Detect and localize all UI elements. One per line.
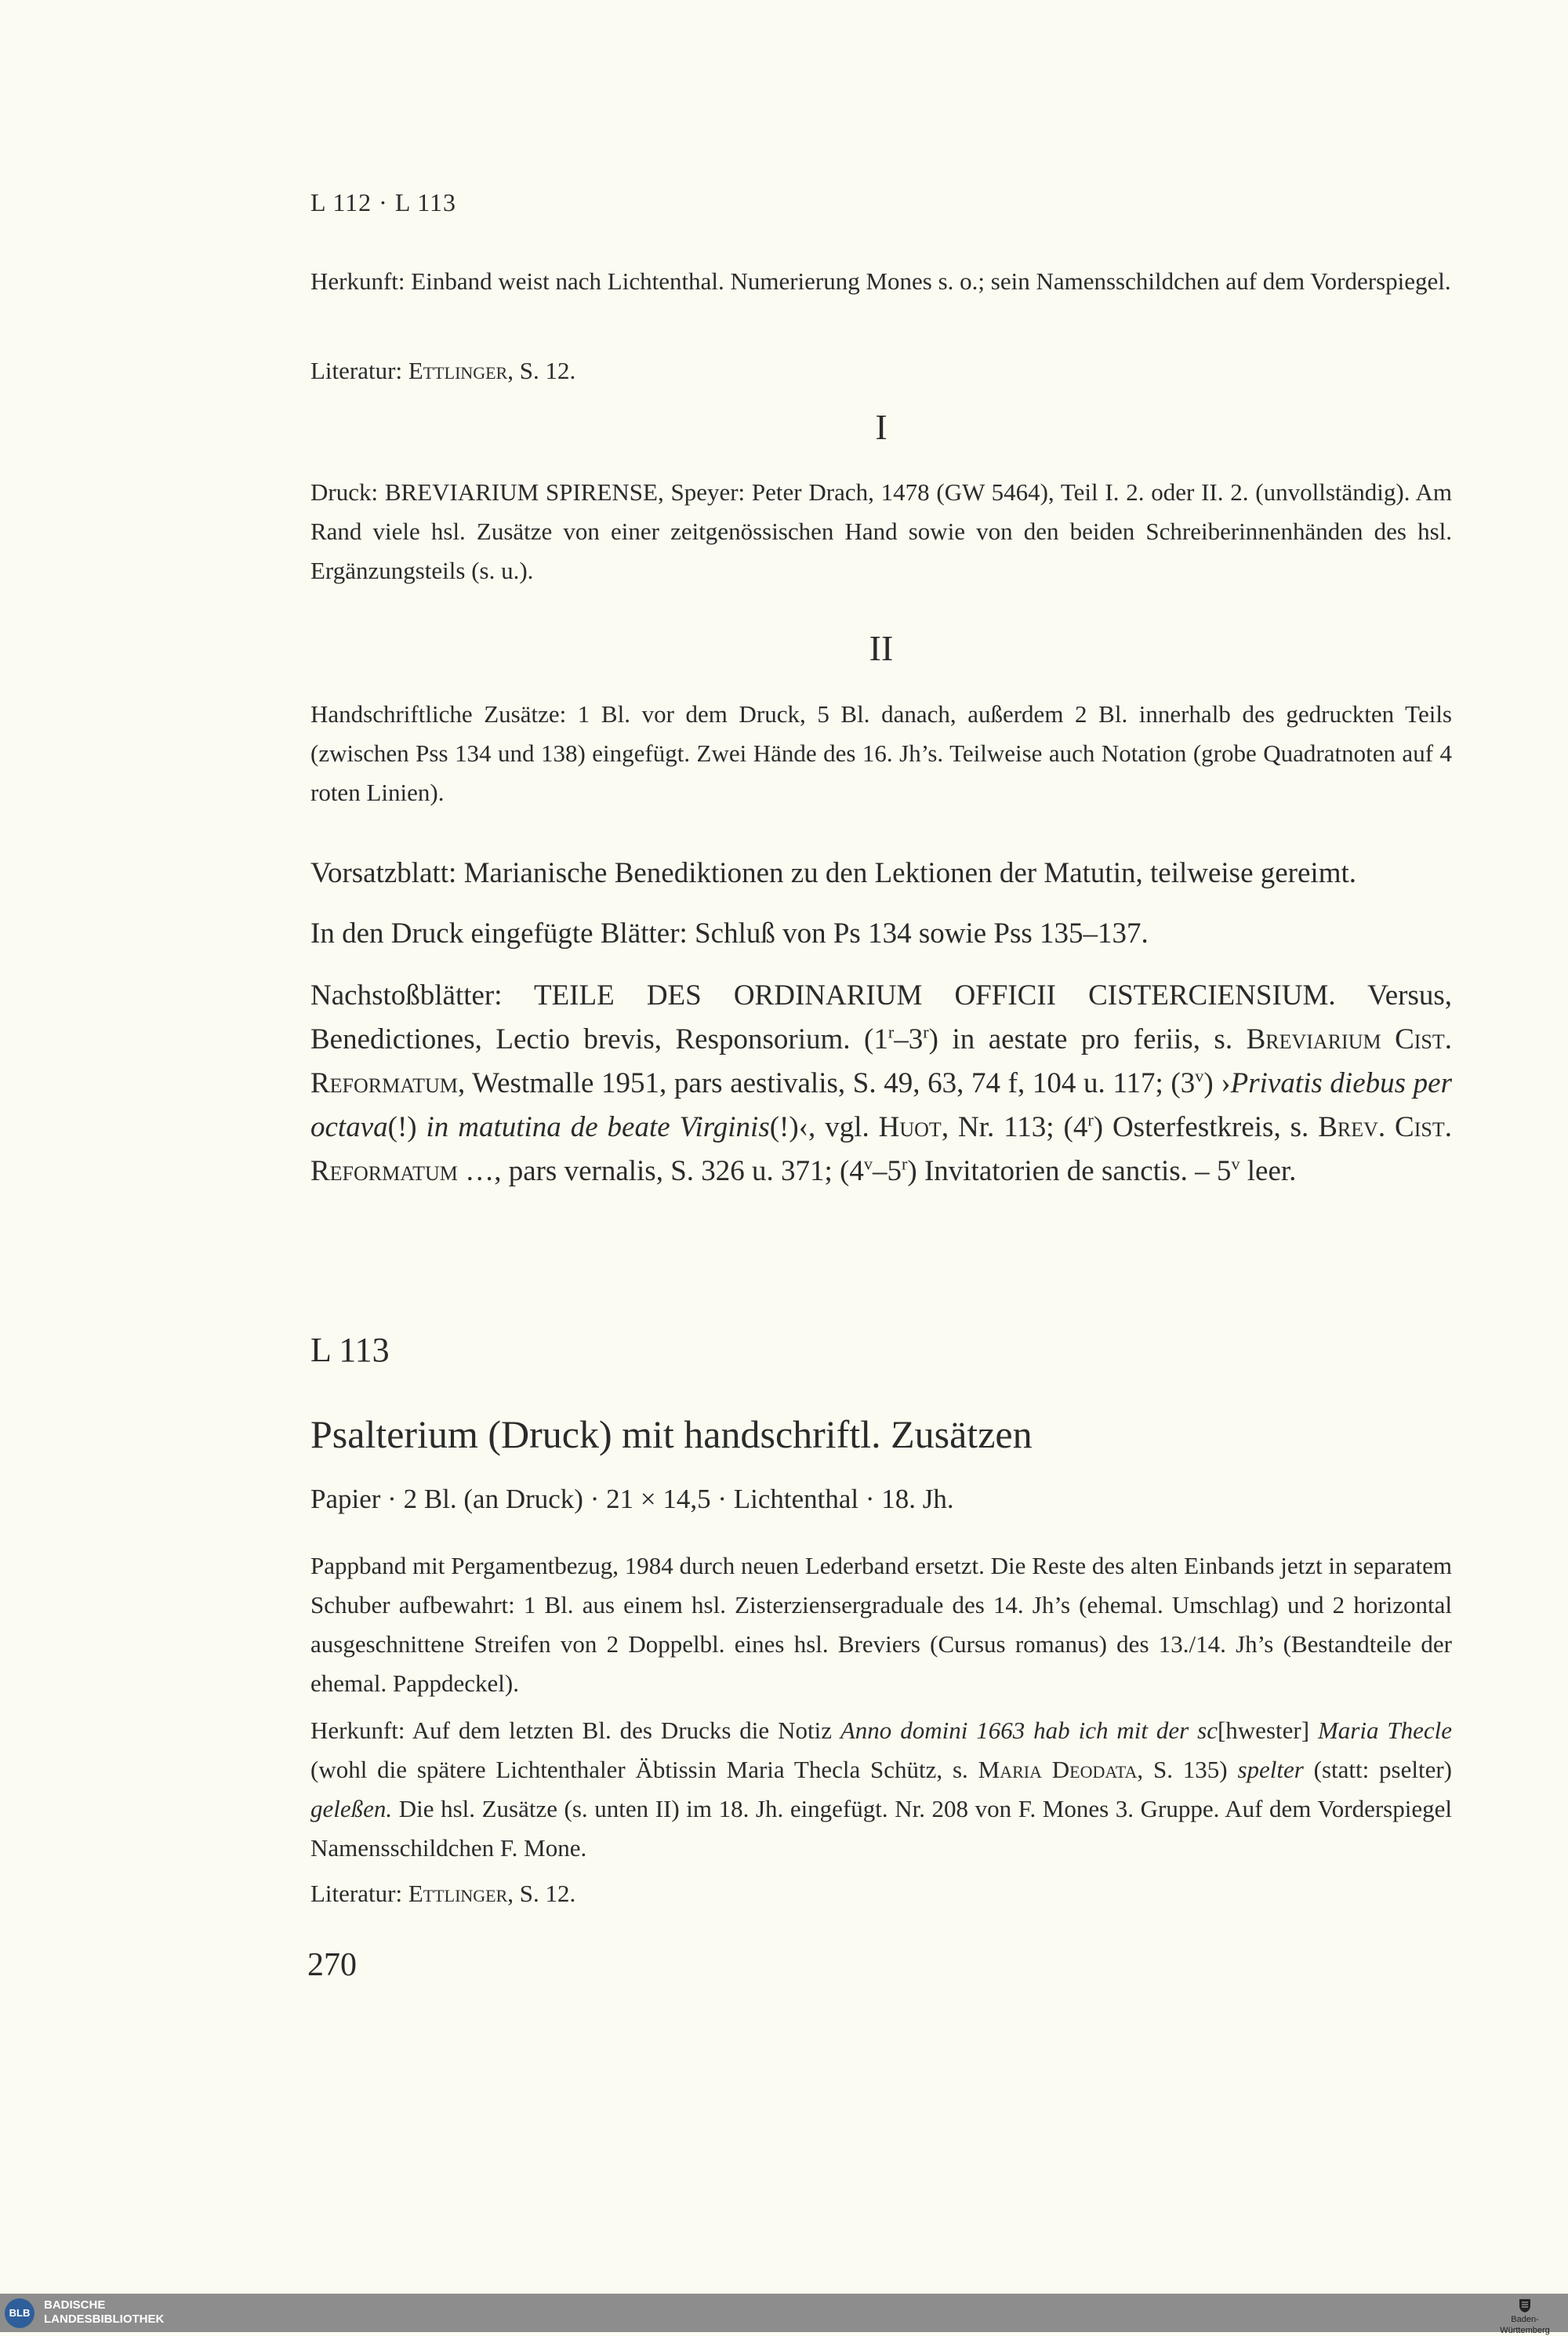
running-head: L 112 · L 113 [310, 188, 456, 216]
state-name: Baden-Württemberg [1500, 2315, 1550, 2335]
baden-wuerttemberg-logo [1490, 2297, 1560, 2336]
l112-handschriftliche-zusaetze: Handschriftliche Zusätze: 1 Bl. vor dem Druck, 5 Bl. danach, außerdem 2 Bl. innerhalb des gedruckten Teils (zwischen Pss 134 und 138) eingefügt. Zwei Hände des 16. Jh’s. Teilweise auch Notation (grobe Quadratnoten auf 4 roten Linien). [310, 700, 1452, 806]
literatur-label: Literatur: [310, 1880, 408, 1907]
literatur-label: Literatur: [310, 357, 408, 384]
library-name: BADISCHE LANDESBIBLIOTHEK [44, 2298, 165, 2326]
footer-bar [0, 2294, 1568, 2335]
l113-physical-description: Papier · 2 Bl. (an Druck) · 21 × 14,5 · Lichtenthal · 18. Jh. [310, 1484, 954, 1514]
l112-eingefuegte-blaetter: In den Druck eingefügte Blätter: Schluß von Ps 134 sowie Pss 135–137. [310, 917, 1149, 950]
l113-literatur [310, 1874, 1452, 1913]
l113-title: Psalterium (Druck) mit handschriftl. Zusätzen [310, 1412, 1033, 1456]
l112-nachstossblaetter: Nachstoßblätter: TEILE DES ORDINARIUM OFFICII CISTERCIENSIUM. Versus, Benedictiones, Lectio brevis, Responsorium. (1$^r$–3$^r$) in aestate pro feriis, s. Breviarium Cist. Reformatum, Westmalle 1951, pars aestivalis, S. 49, 63, 74 f, 104 u. 117; (3$^v$) ›Privatis diebus per octava(!) in matutina de beate Virginis(!)‹, vgl. Huot, Nr. 113; (4$^r$) Osterfestkreis, s. Brev. Cist. Reformatum …, pars vernalis, S. 326 u. 371; (4$^v$–5$^r$) Invitatorien de sanctis. – 5$^v$ leer. [310, 979, 1453, 1187]
part-heading-i: I [875, 407, 887, 447]
l113-signature: L 113 [310, 1331, 390, 1369]
literatur-author: Ettlinger [408, 1880, 508, 1907]
literatur-author: Ettlinger [408, 357, 508, 384]
crest-icon [1516, 2297, 1534, 2314]
literatur-reference: , S. 12. [507, 357, 576, 384]
l113-herkunft: Herkunft: Auf dem letzten Bl. des Drucks die Notiz Anno domini 1663 hab ich mit der sc[hwester] Maria Thecle (wohl die spätere Lichtenthaler Äbtissin Maria Thecla Schütz, s. Maria Deodata, S. 135) spelter (statt: pselter) geleßen. Die hsl. Zusätze (s. unten II) im 18. Jh. eingefügt. Nr. 208 von F. Mones 3. Gruppe. Auf dem Vorderspiegel Namensschildchen F. Mone. [310, 1717, 1452, 1862]
l112-druck-description: Druck: BREVIARIUM SPIRENSE, Speyer: Peter Drach, 1478 (GW 5464), Teil I. 2. oder II. 2. (unvollständig). Am Rand viele hsl. Zusätze von einer zeitgenössischen Hand sowie von den beiden Schreiberinnenhänden des hsl. Ergänzungsteils (s. u.). [310, 478, 1452, 584]
l112-vorsatzblatt: Vorsatzblatt: Marianische Benediktionen zu den Lektionen der Matutin, teilweise gereimt. [310, 857, 1357, 889]
literatur-reference: , S. 12. [507, 1880, 576, 1907]
page-number: 270 [307, 1947, 357, 1983]
l112-literatur [310, 351, 1452, 391]
l112-herkunft: Herkunft: Einband weist nach Lichtenthal. Numerierung Mones s. o.; sein Namensschildchen auf dem Vorderspiegel. [310, 267, 1451, 295]
blb-logo-icon: BLB [5, 2298, 34, 2328]
part-heading-ii: II [869, 628, 894, 668]
l113-einband: Pappband mit Pergamentbezug, 1984 durch neuen Lederband ersetzt. Die Reste des alten Einbands jetzt in separatem Schuber aufbewahrt: 1 Bl. aus einem hsl. Zisterziensergraduale des 14. Jh’s (ehemal. Umschlag) und 2 horizontal ausgeschnittene Streifen von 2 Doppelbl. eines hsl. Breviers (Cursus romanus) des 13./14. Jh’s (Bestandteile der ehemal. Pappdeckel). [310, 1552, 1452, 1697]
